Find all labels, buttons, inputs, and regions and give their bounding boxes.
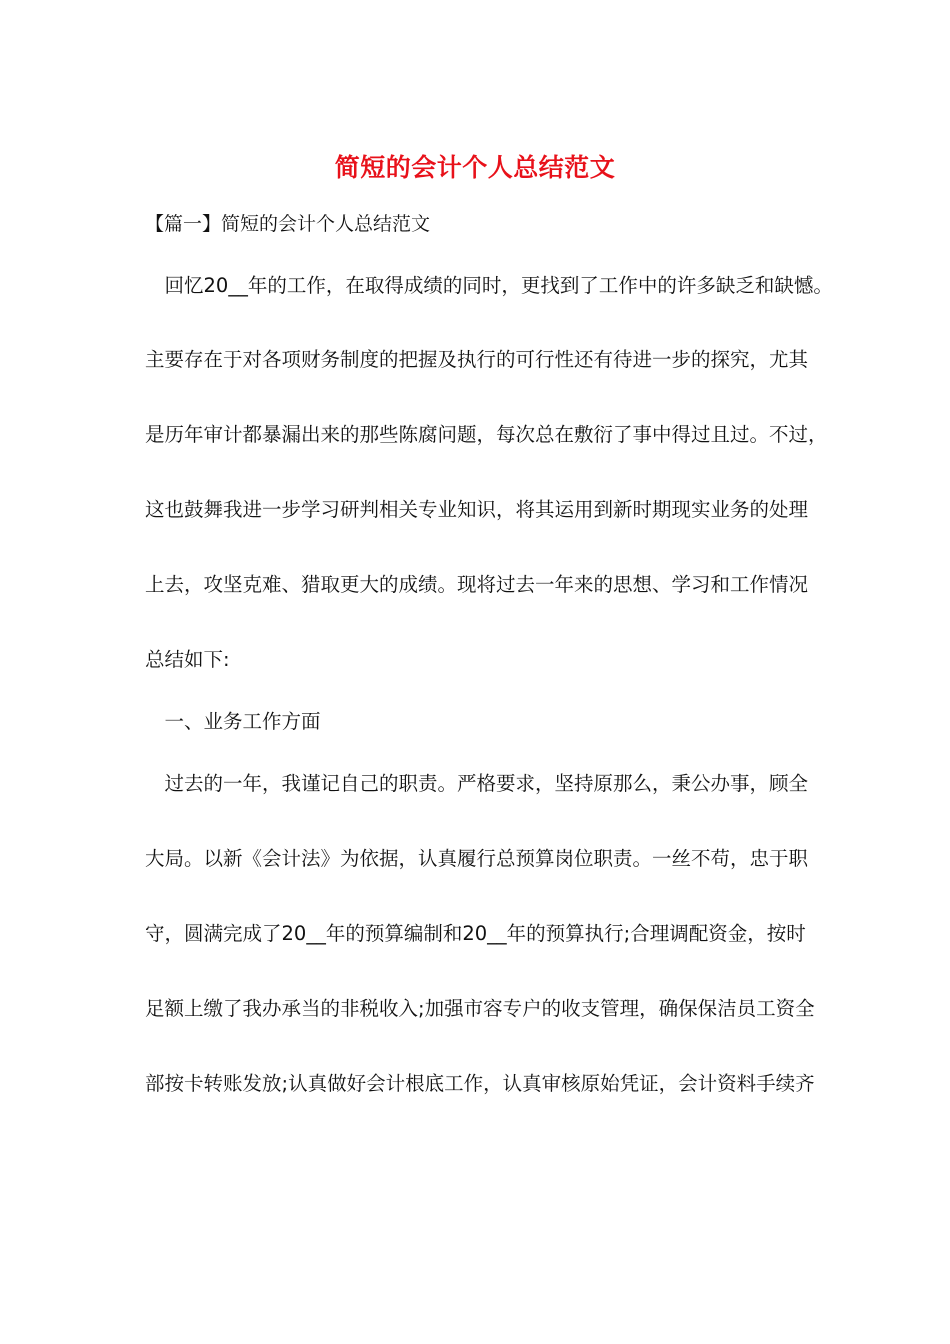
- section-heading: 【篇一】简短的会计个人总结范文: [145, 213, 431, 235]
- paragraph-line: 过去的一年，我谨记自己的职责。严格要求，坚持原那么，秉公办事，顾全: [145, 772, 809, 795]
- paragraph-line: 大局。以新《会计法》为依据，认真履行总预算岗位职责。一丝不苟，忠于职: [145, 847, 809, 870]
- paragraph-line: 主要存在于对各项财务制度的把握及执行的可行性还有待进一步的探究，尤其: [145, 348, 809, 371]
- paragraph-line: 是历年审计都暴漏出来的那些陈腐问题，每次总在敷衍了事中得过且过。不过，: [145, 423, 828, 446]
- paragraph-line: 守，圆满完成了20__年的预算编制和20__年的预算执行;合理调配资金，按时: [145, 922, 806, 945]
- paragraph-line: 这也鼓舞我进一步学习研判相关专业知识，将其运用到新时期现实业务的处理: [145, 498, 809, 521]
- paragraph-line: 足额上缴了我办承当的非税收入;加强市容专户的收支管理，确保保洁员工资全: [145, 997, 815, 1020]
- document-title: 简短的会计个人总结范文: [334, 153, 616, 182]
- subsection-heading: 一、业务工作方面: [145, 710, 321, 733]
- paragraph-line: 总结如下:: [145, 648, 230, 671]
- paragraph-line: 上去，攻坚克难、猎取更大的成绩。现将过去一年来的思想、学习和工作情况: [145, 573, 809, 596]
- paragraph-line: 回忆20__年的工作，在取得成绩的同时，更找到了工作中的许多缺乏和缺憾。: [145, 274, 833, 297]
- paragraph-line: 部按卡转账发放;认真做好会计根底工作，认真审核原始凭证，会计资料手续齐: [145, 1072, 815, 1095]
